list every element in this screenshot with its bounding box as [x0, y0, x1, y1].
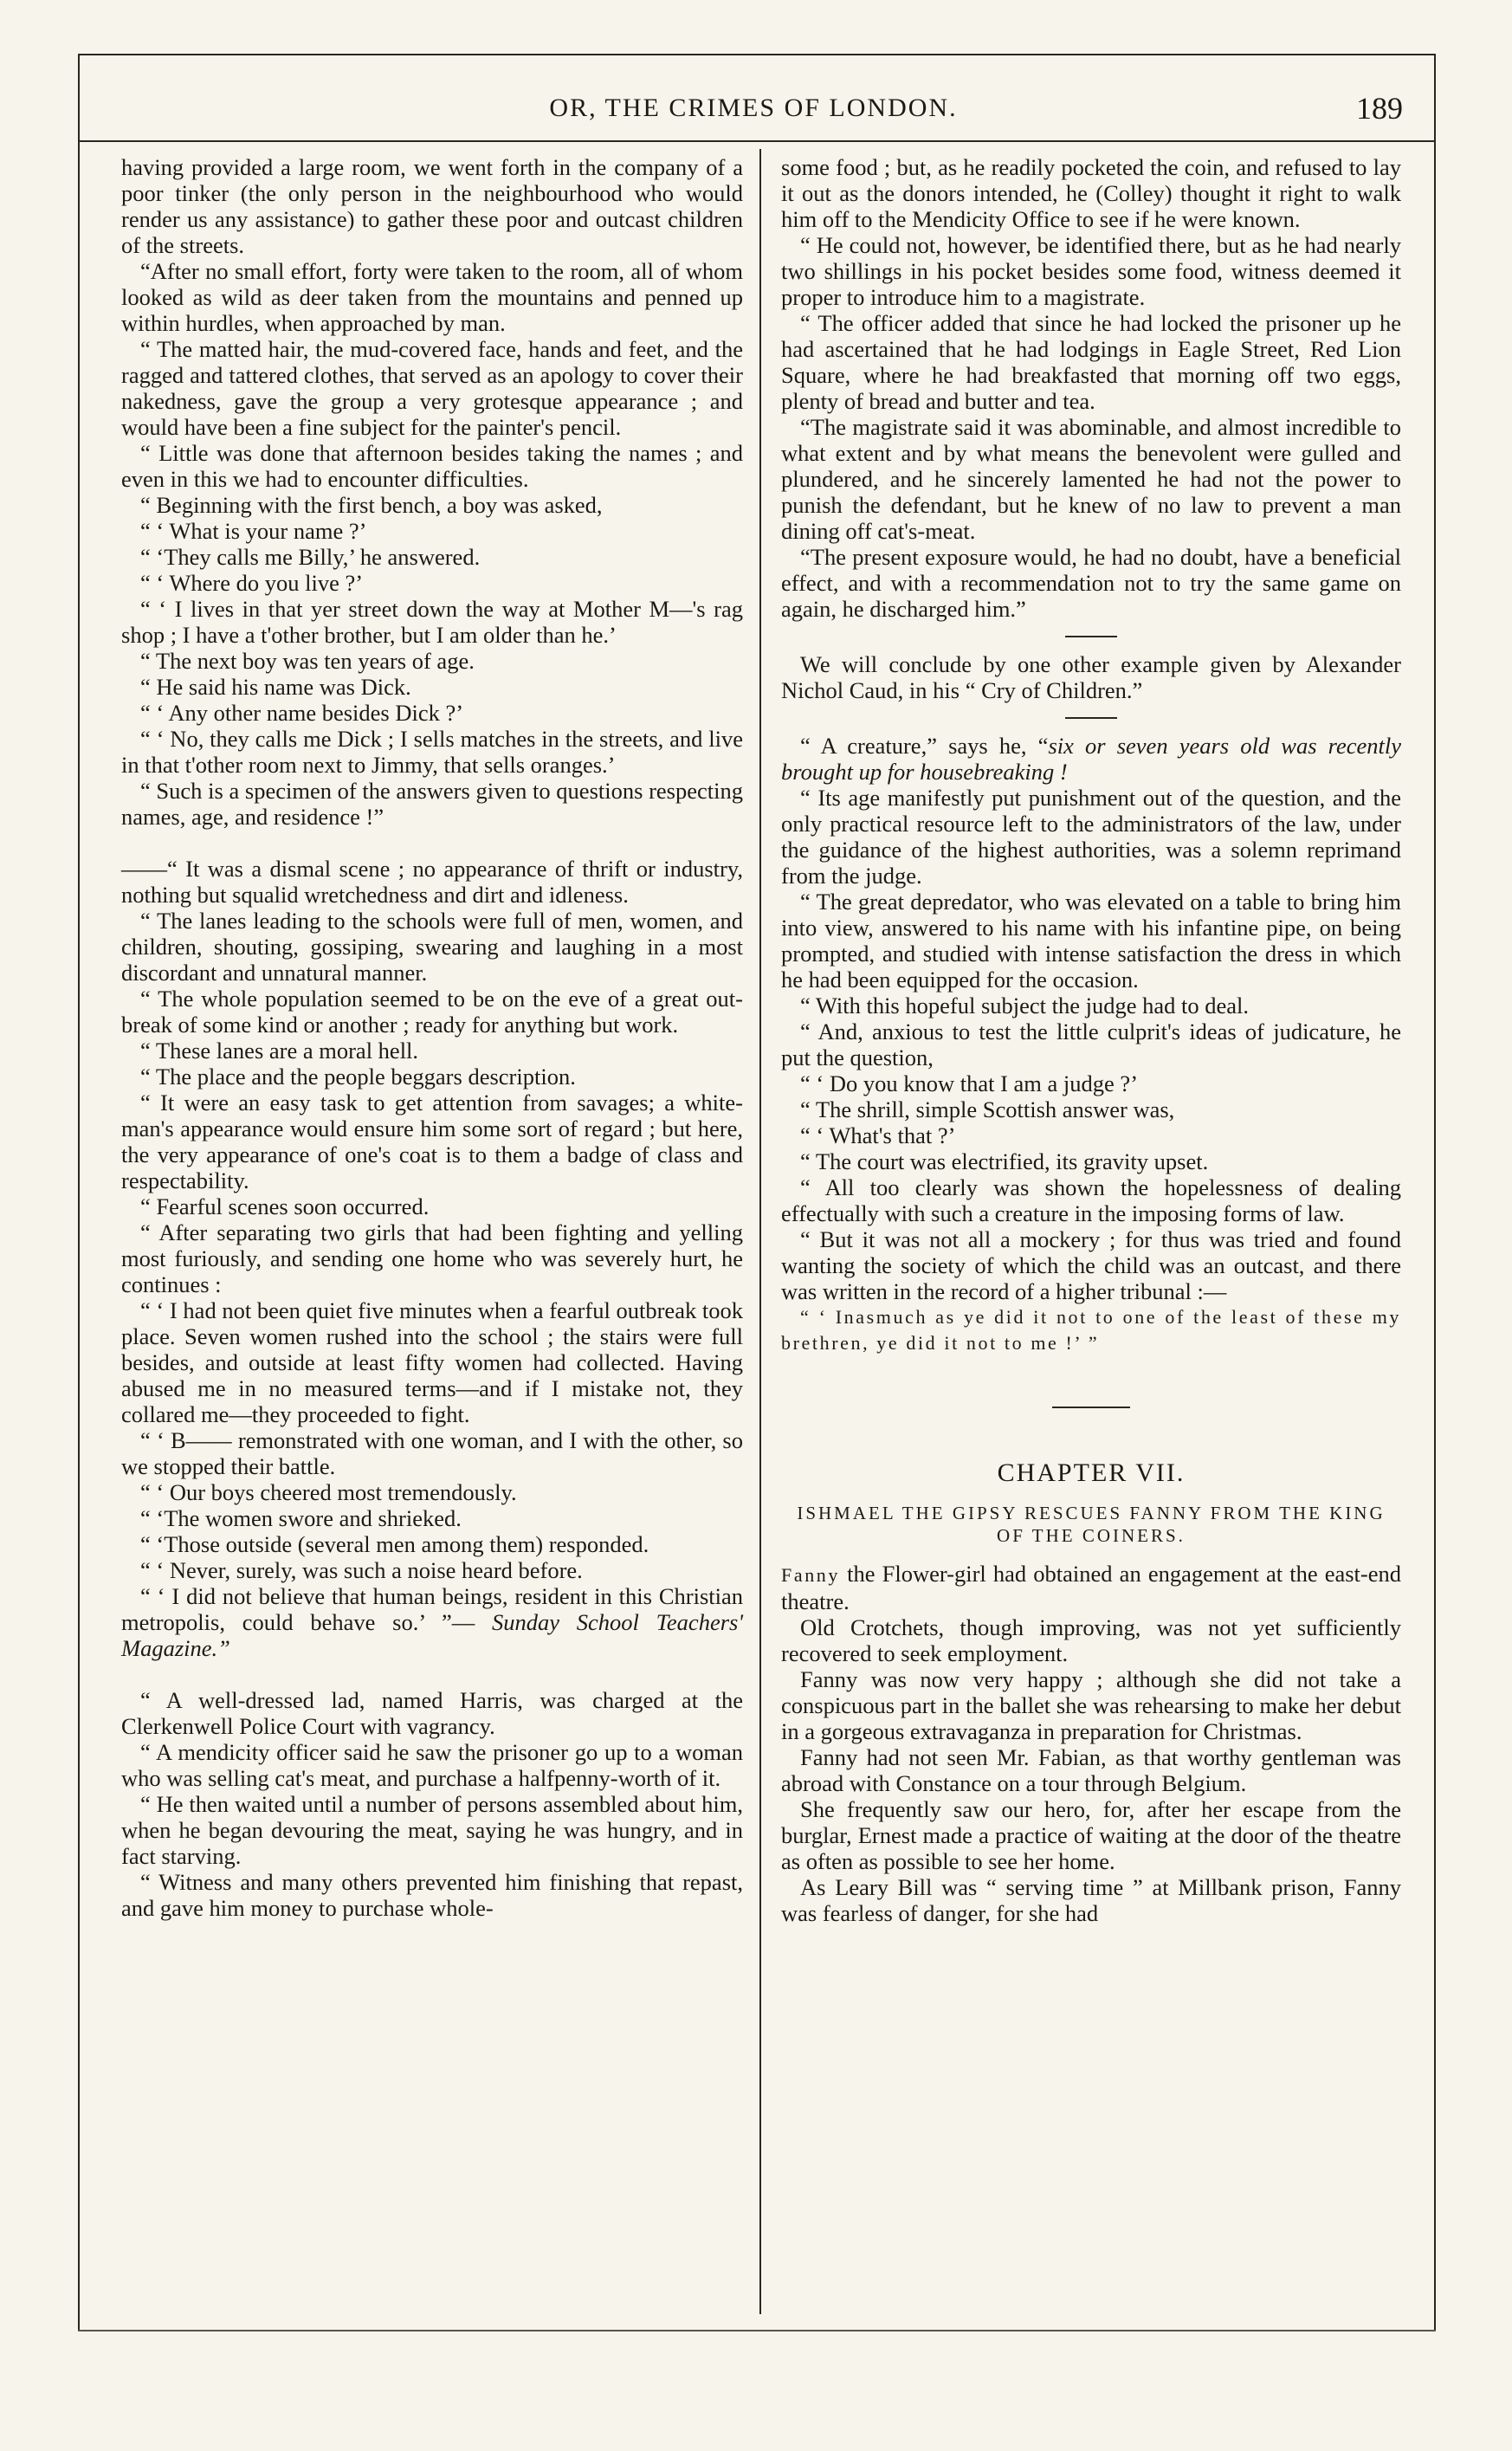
header-rule	[80, 140, 1434, 142]
paragraph: “ A well-dressed lad, named Harris, was charged at the Clerkenwell Police Court with vagrancy.	[121, 1687, 743, 1739]
quote-italic: six or seven years old was recently brought up for housebreaking !	[781, 733, 1401, 785]
scripture-quote: “ ‘ Inasmuch as ye did it not to one of the least of these my brethren, ye did it not to me !’ ”	[781, 1306, 1401, 1354]
paragraph: Old Crotchets, though improving, was not yet sufficiently recovered to seek employment.	[781, 1614, 1401, 1666]
paragraph: “The magistrate said it was abominable, and almost incredible to what extent and by what means the benevolent were gulled and plundered, and he sincerely lamented he had not the power to punish the defendant, but he knew of no law to prevent a man dining off cat's-meat.	[781, 414, 1401, 544]
paragraph: “ Beginning with the first bench, a boy was asked,	[140, 492, 603, 518]
paragraph: “ The lanes leading to the schools were full of men, women, and children, shouting, gossiping, swearing and laughing in a most discordant and unnatural manner.	[121, 908, 743, 986]
paragraph: “ The great depredator, who was elevated on a table to bring him into view, answered to his name with his infantine pipe, on being prompted, and studied with intense satisfaction the dress in which he had been equipped for the occasion.	[781, 889, 1401, 993]
paragraph: “ These lanes are a moral hell.	[140, 1038, 419, 1064]
paragraph: “ Such is a specimen of the answers given to questions respecting names, age, and residence !”	[121, 778, 743, 830]
paragraph: As Leary Bill was “ serving time ” at Millbank prison, Fanny was fearless of danger, for she had	[781, 1874, 1401, 1926]
paragraph: “ ‘ What's that ?’	[800, 1122, 956, 1148]
chapter-title: CHAPTER VII.	[997, 1458, 1186, 1487]
paragraph: “ ‘ What is your name ?’	[140, 518, 367, 544]
quote-opening-paragraph: “ A creature,” says he, “six or seven years old was recently brought up for housebreaking !	[781, 733, 1401, 785]
paragraph: ——“ It was a dismal scene ; no appearance of thrift or industry, nothing but squalid wretchedness and dirt and idleness.	[121, 856, 743, 908]
paragraph: “ But it was not all a mockery ; for thus was tried and found wanting the society of which the child was an outcast, and there was written in the record of a higher tribunal :—	[781, 1226, 1401, 1304]
paragraph: “ A mendicity officer said he saw the prisoner go up to a woman who was selling cat's meat, and purchase a halfpenny-worth of it.	[121, 1739, 743, 1791]
paragraph: “ ‘The women swore and shrieked.	[140, 1505, 462, 1531]
paragraph: “ ‘ I did not believe that human beings, resident in this Christian metropolis, could behave so.’ ”— Sunday School Teachers' Magazine.”	[121, 1583, 743, 1661]
paragraph: She frequently saw our hero, for, after her escape from the burglar, Ernest made a practice of waiting at the door of the theatre as often as possible to see her home.	[781, 1796, 1401, 1874]
section-rule	[1065, 717, 1117, 719]
paragraph: “ The officer added that since he had locked the prisoner up he had ascertained that he had lodgings in Eagle Street, Red Lion Square, where he had breakfasted that morning off two eggs, plenty of bread and butter and tea.	[781, 310, 1401, 414]
page-frame-bottom	[78, 2330, 1436, 2331]
paragraph: “ ‘ Where do you live ?’	[140, 570, 364, 596]
paragraph: “ Fearful scenes soon occurred.	[140, 1193, 430, 1219]
right-column	[781, 154, 1401, 1926]
paragraph-gap	[121, 1661, 743, 1687]
paragraph: “After no small effort, forty were taken to the room, all of whom looked as wild as deer taken from the mountains and penned up within hurdles, when approached by man.	[121, 258, 743, 336]
paragraph: “ ‘ Never, surely, was such a noise heard before.	[140, 1557, 583, 1583]
chapter-first-word: Fanny	[781, 1564, 840, 1586]
paragraph: Fanny had not seen Mr. Fabian, as that worthy gentleman was abroad with Constance on a tour through Belgium.	[781, 1744, 1401, 1796]
paragraph: “ ‘ I had not been quiet five minutes when a fearful outbreak took place. Seven women rushed into the school ; the stairs were full besides, and outside at least fifty women had collected. Having abused me in no measured terms—and if I mistake not, they collared me—they proceeded to fight.	[121, 1297, 743, 1427]
paragraph: “ ‘ I lives in that yer street down the way at Mother M—'s rag shop ; I have a t'other brother, but I am older than he.’	[121, 596, 743, 648]
chapter-subtitle: ISHMAEL THE GIPSY RESCUES FANNY FROM THE KING OF THE COINERS.	[797, 1503, 1386, 1546]
paragraph: “ He could not, however, be identified there, but as he had nearly two shillings in his pocket besides some food, witness deemed it proper to introduce him to a magistrate.	[781, 232, 1401, 310]
paragraph: “ ‘ No, they calls me Dick ; I sells matches in the streets, and live in that t'other room next to Jimmy, that sells oranges.’	[121, 726, 743, 778]
paragraph: “The present exposure would, he had no doubt, have a beneficial effect, and with a recommendation not to try the same game on again, he discharged him.”	[781, 544, 1401, 622]
paragraph: “ ‘ B—— remonstrated with one woman, and I with the other, so we stopped their battle.	[121, 1427, 743, 1479]
paragraph: some food ; but, as he readily pocketed the coin, and refused to lay it out as the donors intended, he (Colley) thought it right to walk him off to the Mendicity Office to see if he were known.	[781, 154, 1401, 232]
paragraph-gap	[121, 830, 743, 856]
paragraph: “ The place and the people beggars description.	[140, 1064, 576, 1090]
chapter-body	[781, 1614, 1401, 1926]
page-frame-top	[78, 54, 1436, 55]
paragraph: “ The court was electrified, its gravity upset.	[800, 1148, 1209, 1174]
paragraph: “ He said his name was Dick.	[140, 674, 411, 700]
paragraph: “ The whole population seemed to be on the eve of a great out-break of some kind or another ; ready for anything but work.	[121, 986, 743, 1038]
running-header: OR, THE CRIMES OF LONDON.	[549, 94, 958, 122]
page-frame-right	[1434, 54, 1436, 2331]
paragraph: “ Little was done that afternoon besides taking the names ; and even in this we had to encounter difficulties.	[121, 440, 743, 492]
section-rule	[1065, 636, 1117, 637]
paragraph: Fanny was now very happy ; although she did not take a conspicuous part in the ballet she was rehearsing to make her debut in a gorgeous extravaganza in preparation for Christmas.	[781, 1666, 1401, 1744]
right-column-top-text	[781, 154, 1401, 622]
paragraph: “ He then waited until a number of persons assembled about him, when he began devouring the meat, saying he was hungry, and in fact starving.	[121, 1791, 743, 1869]
paragraph: “ The next boy was ten years of age.	[140, 648, 475, 674]
page-frame-left	[78, 54, 80, 2331]
paragraph: “ All too clearly was shown the hopelessness of dealing effectually with such a creature in the imposing forms of law.	[781, 1174, 1401, 1226]
paragraph: “ ‘ Do you know that I am a judge ?’	[800, 1070, 1139, 1096]
paragraph: “ It were an easy task to get attention from savages; a white-man's appearance would ensure him some sort of regard ; but here, the very appearance of one's coat is to them a badge of class and respectability.	[121, 1090, 743, 1193]
right-intro-paragraph: We will conclude by one other example given by Alexander Nichol Caud, in his “ Cry of Children.”	[781, 651, 1401, 703]
paragraph: “ With this hopeful subject the judge had to deal.	[800, 993, 1250, 1019]
paragraph: having provided a large room, we went forth in the company of a poor tinker (the only person in the neighbourhood who would render us any assistance) to gather these poor and outcast children of the streets.	[121, 154, 743, 258]
paragraph: “ ‘ Any other name besides Dick ?’	[140, 700, 464, 726]
paragraph: “ And, anxious to test the little culprit's ideas of judicature, he put the question,	[781, 1019, 1401, 1070]
paragraph: “ Witness and many others prevented him finishing that repast, and gave him money to purchase whole-	[121, 1869, 743, 1921]
paragraph: “ ‘They calls me Billy,’ he answered.	[140, 544, 481, 570]
left-column	[121, 154, 743, 1921]
paragraph: “ ‘Those outside (several men among them) responded.	[140, 1531, 649, 1557]
paragraph: “ Its age manifestly put punishment out of the question, and the only practical resource left to the administrators of the law, under the guidance of the highest authorities, was a solemn reprimand from the judge.	[781, 785, 1401, 889]
page-number: 189	[1356, 91, 1403, 126]
paragraph: “ The shrill, simple Scottish answer was,	[800, 1096, 1175, 1122]
chapter-first-paragraph: Fanny the Flower-girl had obtained an engagement at the east-end theatre.	[781, 1561, 1401, 1614]
chapter-separator-rule	[1052, 1407, 1130, 1408]
paragraph: “ ‘ Our boys cheered most tremendously.	[140, 1479, 517, 1505]
paragraph: “ After separating two girls that had been fighting and yelling most furiously, and sending one home who was severely hurt, he continues :	[121, 1219, 743, 1297]
column-divider	[759, 149, 761, 2314]
source-citation: Sunday School Teachers' Magazine.”	[121, 1609, 743, 1661]
paragraph: “ The matted hair, the mud-covered face, hands and feet, and the ragged and tattered clothes, that served as an apology to cover their nakedness, gave the group a very grotesque appearance ; and would have been a fine subject for the painter's pencil.	[121, 336, 743, 440]
right-column-mid-text	[781, 785, 1401, 1304]
